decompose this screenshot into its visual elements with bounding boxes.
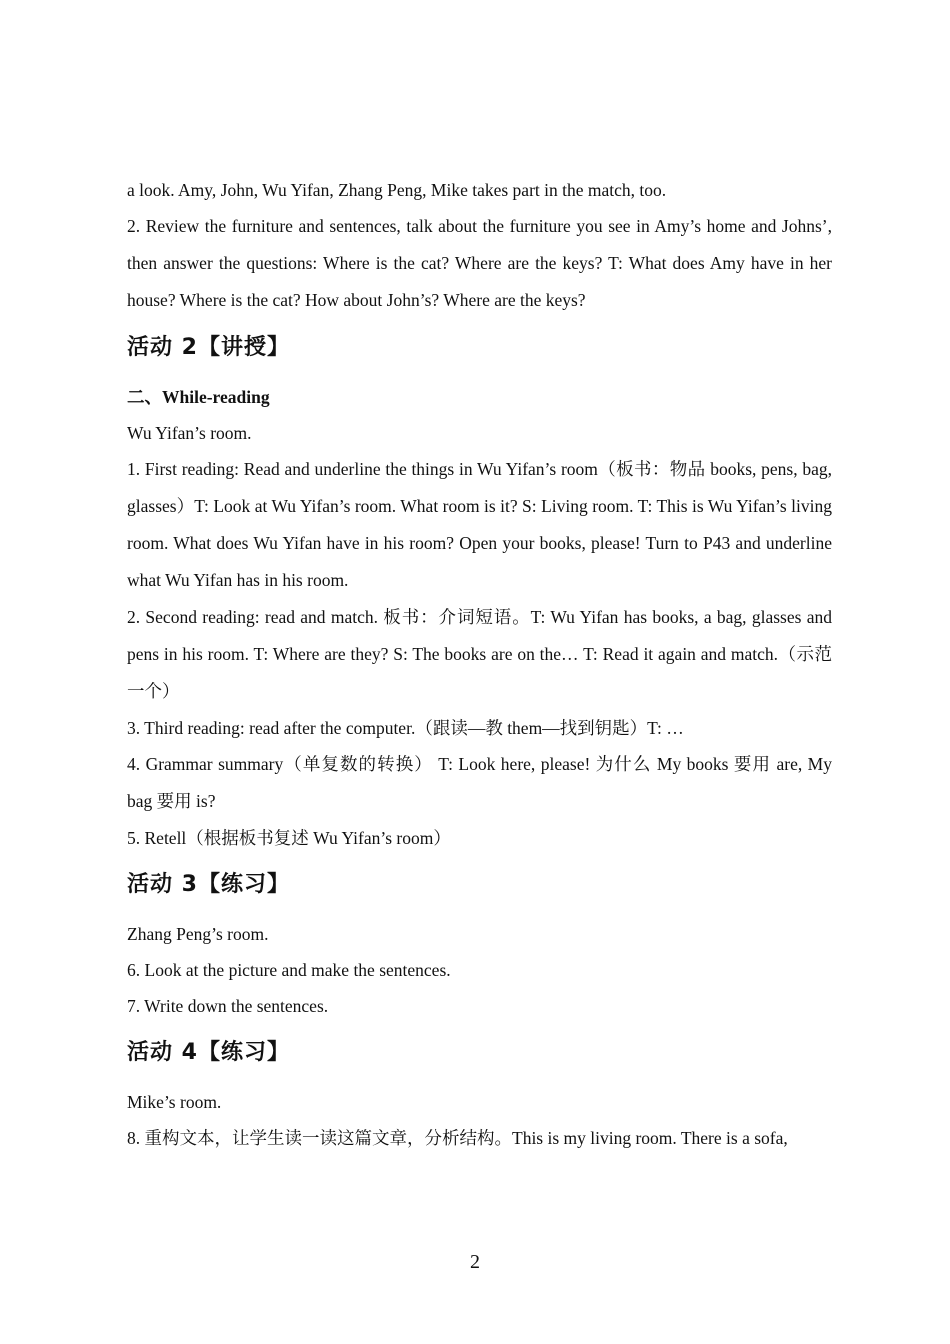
step-paragraph: 4. Grammar summary（单复数的转换） T: Look here, please! 为什么 My books 要用 are, My bag 要用 is? [127,754,832,811]
paragraph: 2. Review the furniture and sentences, talk about the furniture you see in Amy’s home and Johns’, then answer the questions: Where is the cat? Where are the keys? T: What does Amy have in her house? Where is the cat? How about John’s? Where are the keys? [127,216,832,310]
activity-2-heading: 活动 2【讲授】 [127,335,290,360]
room-title: Mike’s room. [127,1092,222,1112]
activity-3-heading: 活动 3【练习】 [127,872,290,897]
page-number: 2 [470,1251,480,1273]
paragraph: a look. Amy, John, Wu Yifan, Zhang Peng, Mike takes part in the match, too. [127,180,667,200]
room-title: Wu Yifan’s room. [127,423,252,443]
page-content [127,172,832,1156]
section-subheading: 二、While-reading [127,387,270,407]
step-paragraph: 5. Retell（根据板书复述 Wu Yifan’s room） [127,828,451,848]
step-paragraph: 3. Third reading: read after the computer.（跟读—教 them—找到钥匙）T: … [127,718,684,738]
activity-4-heading: 活动 4【练习】 [127,1040,290,1065]
step-paragraph: 1. First reading: Read and underline the things in Wu Yifan’s room（板书：物品 books, pens, bag, glasses）T: Look at Wu Yifan’s room. What room is it? S: Living room. T: This is Wu Yifan’s living room. What does Wu Yifan have in his room? Open your books, please! Turn to P43 and underline what Wu Yifan has in his room. [127,459,832,590]
room-title: Zhang Peng’s room. [127,924,269,944]
step-paragraph: 2. Second reading: read and match. 板书：介词短语。T: Wu Yifan has books, a bag, glasses and pens in his room. T: Where are they? S: The books are on the… T: Read it again and match.（示范一个） [127,607,832,701]
step-paragraph: 8. 重构文本，让学生读一读这篇文章，分析结构。This is my living room. There is a sofa, [127,1128,788,1148]
step-paragraph: 6. Look at the picture and make the sentences. [127,960,451,980]
step-paragraph: 7. Write down the sentences. [127,996,329,1016]
